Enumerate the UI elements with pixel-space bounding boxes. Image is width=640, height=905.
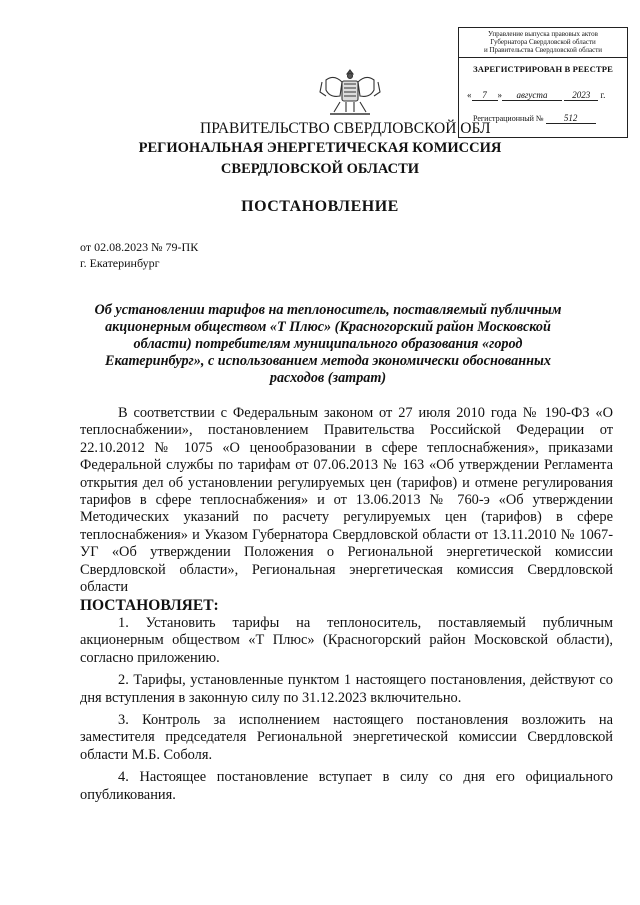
stamp-month: августа bbox=[502, 90, 562, 101]
preamble-paragraph: В соответствии с Федеральным законом от 27 июля 2010 года № 190-ФЗ «О теплоснабжении», постановлением Правительства Российской Федерации от 22.10.2012 № 1075 «О ценообразовании в сфере теплоснабжения», приказами Федеральной службы по тарифам от 07.06.2013 № 163 «Об утверждении Регламента открытия дел об установлении регулируемых цен (тарифов) и отмене регулирования тарифов в сфере теплоснабжения» и от 13.06.2013 № 760-э «Об утверждении Методических указаний по расчету регулируемых цен (тарифов) в сфере теплоснабжения» и Указом Губернатора Свердловской области от 13.11.2010 № 1067-УГ «Об утверждении Положения о Региональной энергетической комиссии Свердловской области», Региональная энергетическая комиссия Свердловской области bbox=[80, 405, 613, 596]
stamp-day: 7 bbox=[472, 90, 498, 101]
resolves-heading: ПОСТАНОВЛЯЕТ: bbox=[80, 597, 219, 615]
resolution-item: 4. Настоящее постановление вступает в силу со дня его официального опубликования. bbox=[80, 769, 613, 803]
document-body bbox=[80, 405, 613, 804]
commission-heading: РЕГИОНАЛЬНАЯ ЭНЕРГЕТИЧЕСКАЯ КОМИССИЯ bbox=[138, 140, 502, 156]
stamp-year: 2023 bbox=[564, 90, 598, 101]
stamp-year-suffix: г. bbox=[600, 90, 606, 100]
region-heading: СВЕРДЛОВСКОЙ ОБЛАСТИ bbox=[220, 161, 420, 177]
stamp-header-line: Губернатора Свердловской области bbox=[490, 38, 596, 46]
stamp-registered-label: ЗАРЕГИСТРИРОВАН В РЕЕСТРЕ bbox=[473, 64, 613, 74]
stamp-number: 512 bbox=[546, 113, 596, 124]
resolution-item: 1. Установить тарифы на теплоноситель, поставляемый публичным акционерным обществом «Т Плюс» (Красногорский район Московской области), согласно приложению. bbox=[80, 614, 613, 666]
document-date-number: от 02.08.2023 № 79-ПК bbox=[80, 240, 199, 254]
stamp-header-line: и Правительства Свердловской области bbox=[483, 46, 603, 54]
resolution-item: 3. Контроль за исполнением настоящего постановления возложить на заместителя председателя Региональной энергетической комиссии Свердловской области М.Б. Соболя. bbox=[80, 711, 613, 763]
document-title: Об установлении тарифов на теплоноситель, поставляемый публичным акционерным обществом «Т Плюс» (Красногорский район Московской области) потребителям муниципального образования «город Екатеринбург», с использованием метода экономически обоснованных расходов (затрат) bbox=[94, 302, 562, 386]
document-type-heading: ПОСТАНОВЛЕНИЕ bbox=[241, 198, 399, 215]
stamp-date: « 7 » августа 2023 г. bbox=[467, 90, 606, 100]
stamp-header bbox=[459, 28, 627, 58]
coat-of-arms-icon bbox=[316, 66, 384, 118]
resolution-item: 2. Тарифы, установленные пунктом 1 настоящего постановления, действуют со дня вступления в законную силу по 31.12.2023 включительно. bbox=[80, 672, 613, 706]
document-city: г. Екатеринбург bbox=[80, 256, 160, 270]
stamp-header-line: Управление выпуска правовых актов bbox=[488, 30, 598, 38]
government-heading: ПРАВИТЕЛЬСТВО СВЕРДЛОВСКОЙ ОБЛ bbox=[200, 120, 491, 137]
stamp-number-label: Регистрационный № bbox=[473, 114, 544, 123]
